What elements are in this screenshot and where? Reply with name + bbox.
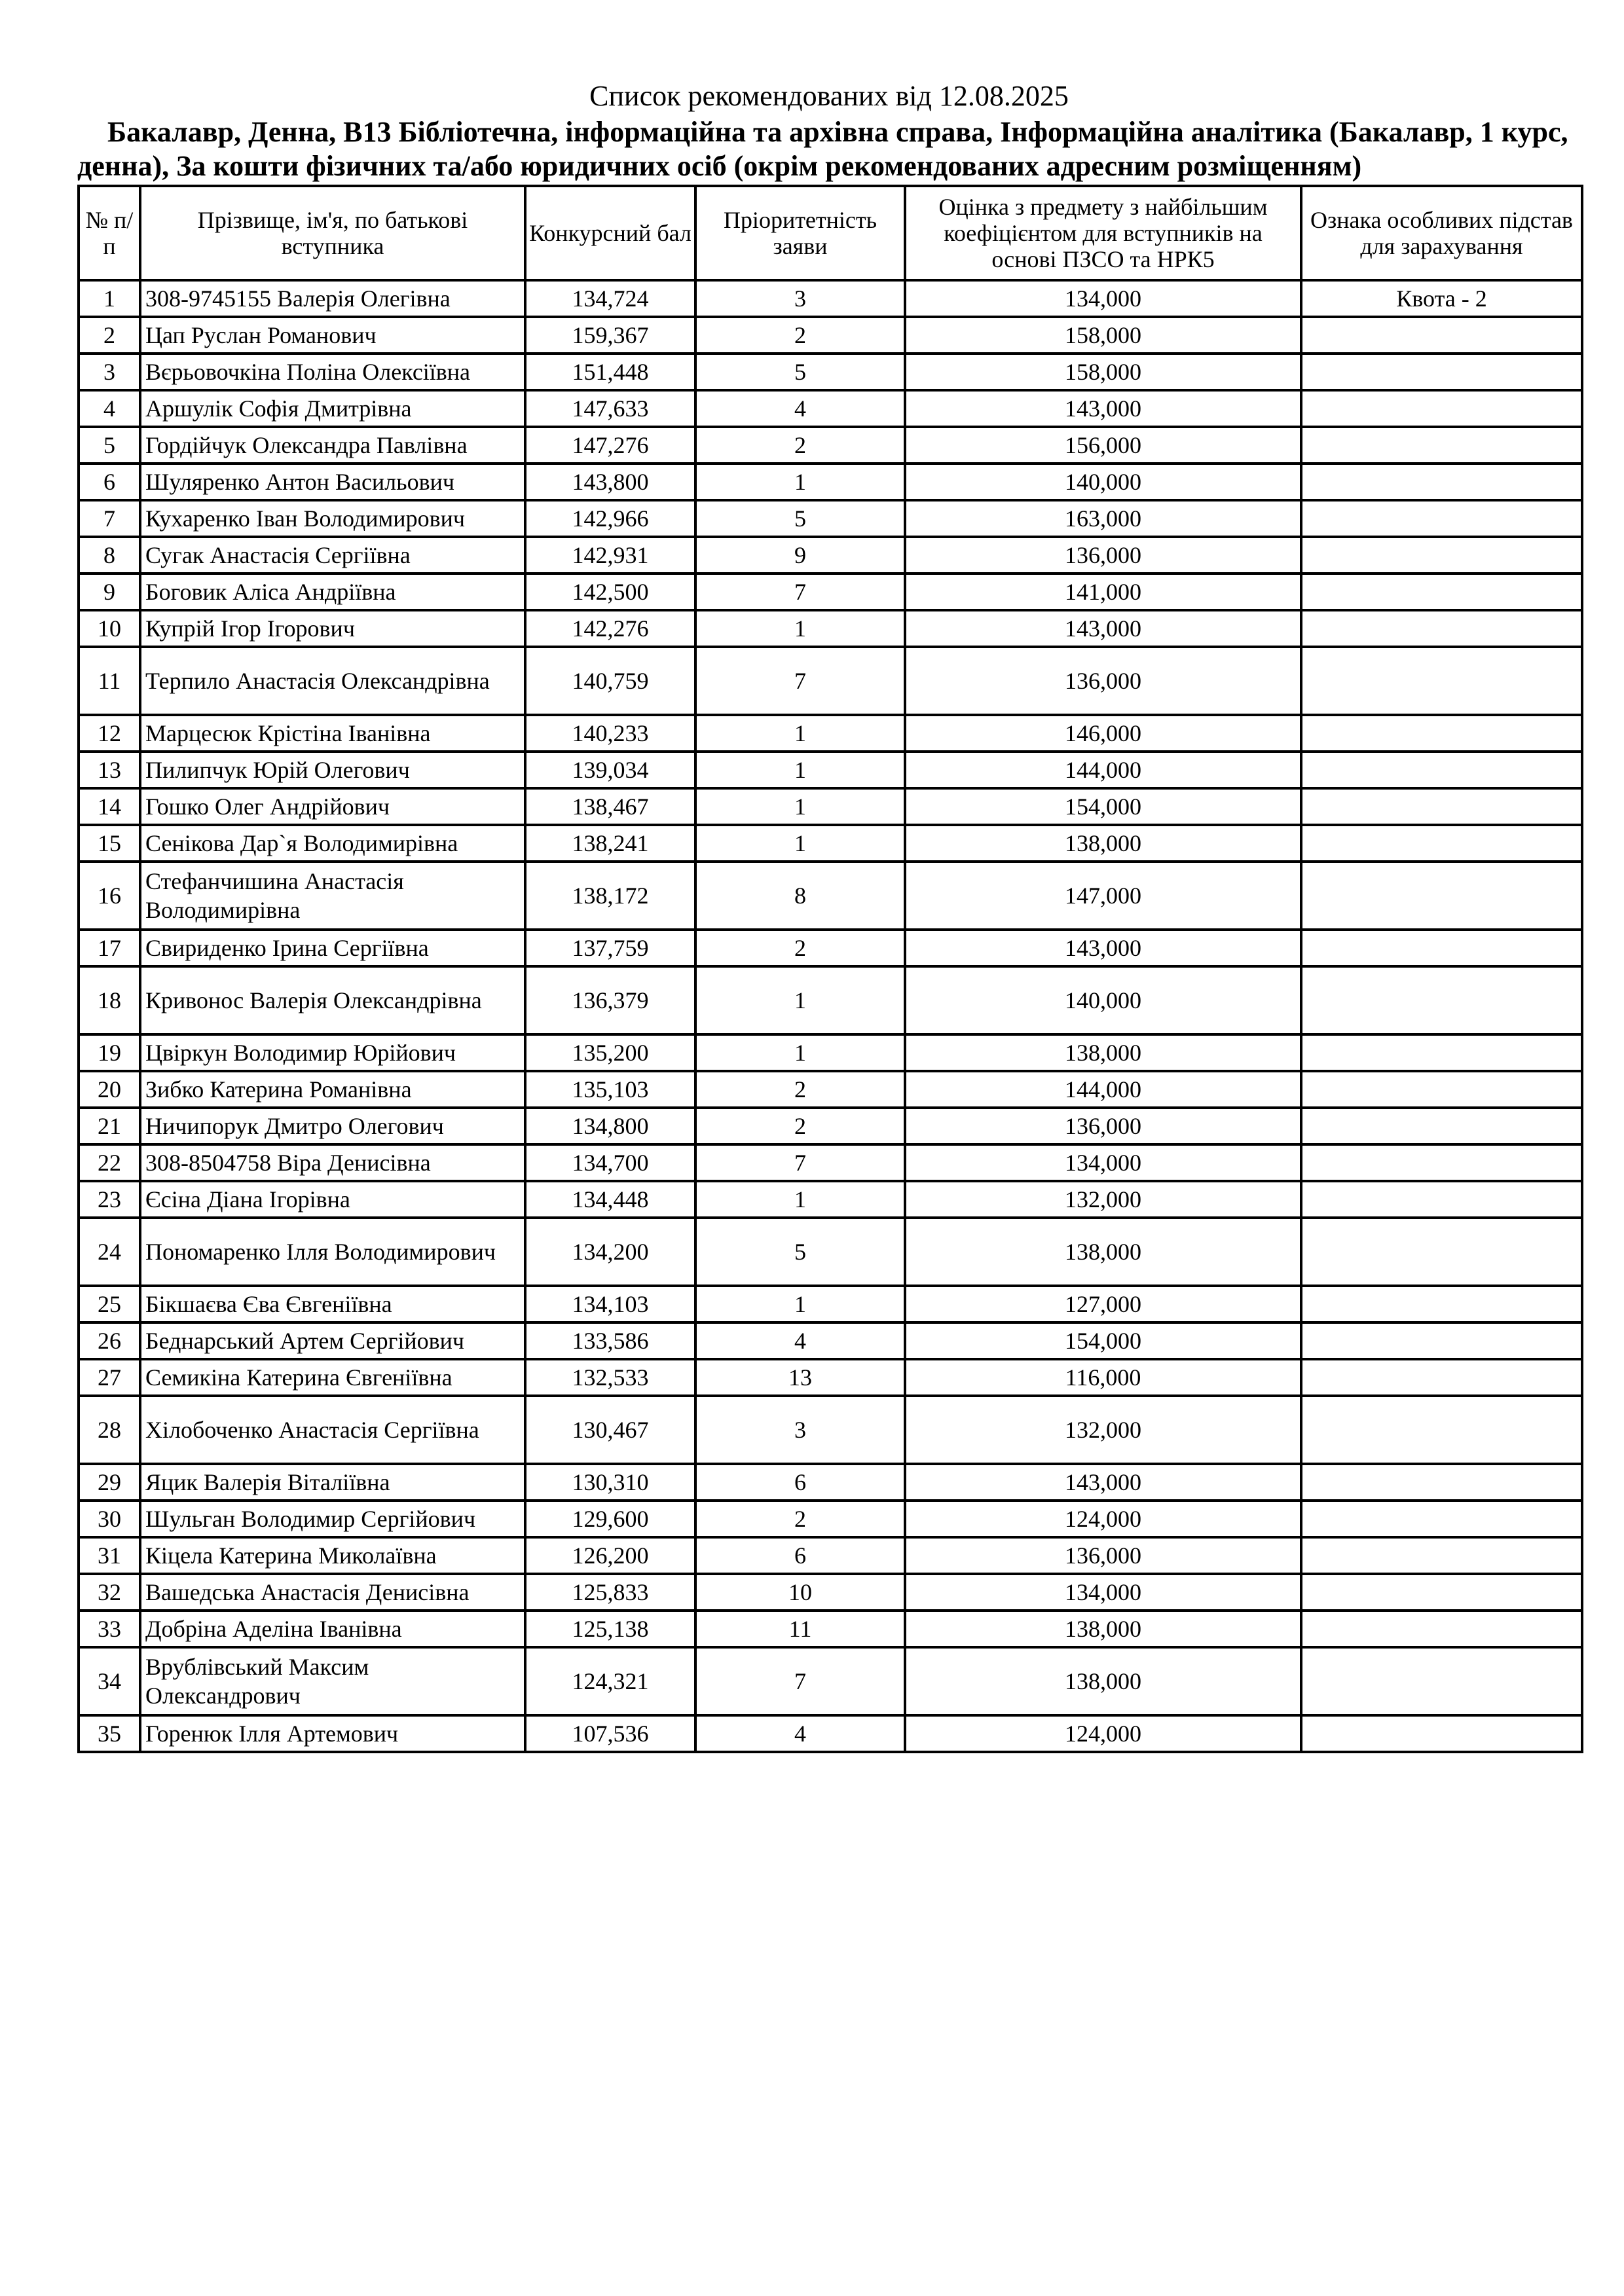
row-name: Ничипорук Дмитро Олегович xyxy=(140,1108,525,1144)
row-note xyxy=(1301,1144,1582,1181)
document-subtitle: Бакалавр, Денна, B13 Бібліотечна, інформаційна та архівна справа, Інформаційна аналітика (Бакалавр, 1 курс, денна), За кошти фізичних та/або юридичних осіб (окрім рекомендованих адресним розміщенням) xyxy=(77,116,1568,182)
row-priority: 6 xyxy=(695,1464,905,1501)
row-priority: 1 xyxy=(695,788,905,825)
row-priority: 5 xyxy=(695,354,905,390)
row-note xyxy=(1301,1108,1582,1144)
row-grade: 158,000 xyxy=(905,317,1301,354)
row-note xyxy=(1301,825,1582,862)
row-num: 4 xyxy=(79,390,140,427)
row-grade: 136,000 xyxy=(905,1537,1301,1574)
row-priority: 5 xyxy=(695,1218,905,1286)
row-grade: 141,000 xyxy=(905,574,1301,610)
row-priority: 1 xyxy=(695,1181,905,1218)
row-note: Квота - 2 xyxy=(1301,280,1582,317)
row-num: 15 xyxy=(79,825,140,862)
row-grade: 136,000 xyxy=(905,537,1301,574)
row-num: 26 xyxy=(79,1322,140,1359)
row-name: Свириденко Ірина Сергіївна xyxy=(140,930,525,966)
row-grade: 147,000 xyxy=(905,862,1301,930)
row-note xyxy=(1301,464,1582,500)
row-num: 10 xyxy=(79,610,140,647)
table-row xyxy=(79,537,1582,574)
row-num: 23 xyxy=(79,1181,140,1218)
row-score: 140,759 xyxy=(525,647,695,715)
row-name: Купрій Ігор Ігорович xyxy=(140,610,525,647)
table-row xyxy=(79,647,1582,715)
row-score: 107,536 xyxy=(525,1715,695,1752)
row-num: 28 xyxy=(79,1396,140,1464)
row-priority: 1 xyxy=(695,966,905,1034)
row-score: 143,800 xyxy=(525,464,695,500)
row-priority: 2 xyxy=(695,317,905,354)
row-num: 12 xyxy=(79,715,140,752)
row-note xyxy=(1301,1537,1582,1574)
row-note xyxy=(1301,647,1582,715)
row-name: Вєрьовочкіна Поліна Олексіївна xyxy=(140,354,525,390)
row-num: 2 xyxy=(79,317,140,354)
row-priority: 1 xyxy=(695,610,905,647)
row-grade: 134,000 xyxy=(905,280,1301,317)
row-name: Шульган Володимир Сергійович xyxy=(140,1501,525,1537)
table-row xyxy=(79,966,1582,1034)
row-note xyxy=(1301,1286,1582,1322)
header-name: Прізвище, ім'я, по батькові вступника xyxy=(140,186,525,280)
row-num: 32 xyxy=(79,1574,140,1611)
row-score: 142,966 xyxy=(525,500,695,537)
row-grade: 138,000 xyxy=(905,825,1301,862)
table-row xyxy=(79,390,1582,427)
row-note xyxy=(1301,1574,1582,1611)
row-name: Беднарський Артем Сергійович xyxy=(140,1322,525,1359)
row-priority: 10 xyxy=(695,1574,905,1611)
table-row xyxy=(79,930,1582,966)
row-grade: 136,000 xyxy=(905,647,1301,715)
row-name: Зибко Катерина Романівна xyxy=(140,1071,525,1108)
row-name: Сугак Анастасія Сергіївна xyxy=(140,537,525,574)
row-name: Кривонос Валерія Олександрівна xyxy=(140,966,525,1034)
table-row xyxy=(79,788,1582,825)
row-grade: 154,000 xyxy=(905,788,1301,825)
row-grade: 134,000 xyxy=(905,1574,1301,1611)
row-grade: 143,000 xyxy=(905,390,1301,427)
row-note xyxy=(1301,317,1582,354)
row-grade: 144,000 xyxy=(905,1071,1301,1108)
row-note xyxy=(1301,788,1582,825)
row-score: 151,448 xyxy=(525,354,695,390)
row-score: 125,138 xyxy=(525,1611,695,1647)
header-score: Конкурсний бал xyxy=(525,186,695,280)
row-priority: 1 xyxy=(695,1286,905,1322)
row-score: 159,367 xyxy=(525,317,695,354)
table-row xyxy=(79,317,1582,354)
row-name: Гошко Олег Андрійович xyxy=(140,788,525,825)
row-num: 27 xyxy=(79,1359,140,1396)
row-name: Стефанчишина Анастасія Володимирівна xyxy=(140,862,525,930)
row-note xyxy=(1301,1611,1582,1647)
row-num: 30 xyxy=(79,1501,140,1537)
row-grade: 140,000 xyxy=(905,966,1301,1034)
row-num: 14 xyxy=(79,788,140,825)
row-note xyxy=(1301,1322,1582,1359)
table-body xyxy=(79,280,1582,1752)
row-priority: 1 xyxy=(695,464,905,500)
row-priority: 7 xyxy=(695,1647,905,1715)
row-num: 9 xyxy=(79,574,140,610)
row-name: Бікшаєва Єва Євгеніївна xyxy=(140,1286,525,1322)
header-grade: Оцінка з предмету з найбільшим коефіцієнтом для вступників на основі ПЗСО та НРК5 xyxy=(905,186,1301,280)
recommended-list-table xyxy=(77,185,1583,1753)
row-priority: 2 xyxy=(695,1501,905,1537)
table-row xyxy=(79,574,1582,610)
row-priority: 11 xyxy=(695,1611,905,1647)
row-priority: 1 xyxy=(695,715,905,752)
row-priority: 1 xyxy=(695,752,905,788)
row-score: 125,833 xyxy=(525,1574,695,1611)
row-num: 3 xyxy=(79,354,140,390)
row-num: 20 xyxy=(79,1071,140,1108)
row-num: 25 xyxy=(79,1286,140,1322)
row-priority: 3 xyxy=(695,280,905,317)
row-grade: 132,000 xyxy=(905,1181,1301,1218)
row-grade: 127,000 xyxy=(905,1286,1301,1322)
row-num: 7 xyxy=(79,500,140,537)
row-name: Хілобоченко Анастасія Сергіївна xyxy=(140,1396,525,1464)
row-score: 134,700 xyxy=(525,1144,695,1181)
row-score: 134,800 xyxy=(525,1108,695,1144)
row-score: 132,533 xyxy=(525,1359,695,1396)
row-grade: 138,000 xyxy=(905,1218,1301,1286)
table-row xyxy=(79,1574,1582,1611)
row-score: 134,724 xyxy=(525,280,695,317)
row-score: 124,321 xyxy=(525,1647,695,1715)
table-row xyxy=(79,1359,1582,1396)
row-grade: 143,000 xyxy=(905,1464,1301,1501)
table-row xyxy=(79,500,1582,537)
row-num: 24 xyxy=(79,1218,140,1286)
row-note xyxy=(1301,1396,1582,1464)
row-note xyxy=(1301,610,1582,647)
row-grade: 140,000 xyxy=(905,464,1301,500)
document-page xyxy=(77,77,1581,1753)
table-row xyxy=(79,1218,1582,1286)
table-row xyxy=(79,1071,1582,1108)
row-note xyxy=(1301,930,1582,966)
table-row xyxy=(79,1322,1582,1359)
row-score: 147,276 xyxy=(525,427,695,464)
row-note xyxy=(1301,500,1582,537)
row-priority: 4 xyxy=(695,390,905,427)
row-num: 33 xyxy=(79,1611,140,1647)
row-name: Добріна Аделіна Іванівна xyxy=(140,1611,525,1647)
row-score: 135,200 xyxy=(525,1034,695,1071)
row-score: 130,310 xyxy=(525,1464,695,1501)
table-row xyxy=(79,752,1582,788)
row-grade: 138,000 xyxy=(905,1647,1301,1715)
table-row xyxy=(79,354,1582,390)
row-priority: 2 xyxy=(695,930,905,966)
row-name: Кухаренко Іван Володимирович xyxy=(140,500,525,537)
row-num: 17 xyxy=(79,930,140,966)
row-name: Врублівський Максим Олександрович xyxy=(140,1647,525,1715)
row-name: Терпило Анастасія Олександрівна xyxy=(140,647,525,715)
row-score: 142,931 xyxy=(525,537,695,574)
table-row xyxy=(79,1286,1582,1322)
header-note: Ознака особливих підстав для зарахування xyxy=(1301,186,1582,280)
row-priority: 7 xyxy=(695,1144,905,1181)
row-grade: 143,000 xyxy=(905,930,1301,966)
row-score: 136,379 xyxy=(525,966,695,1034)
row-score: 138,172 xyxy=(525,862,695,930)
row-grade: 144,000 xyxy=(905,752,1301,788)
row-name: Сенікова Дар`я Володимирівна xyxy=(140,825,525,862)
row-priority: 2 xyxy=(695,1071,905,1108)
row-note xyxy=(1301,1034,1582,1071)
row-grade: 124,000 xyxy=(905,1715,1301,1752)
row-grade: 116,000 xyxy=(905,1359,1301,1396)
row-priority: 13 xyxy=(695,1359,905,1396)
row-grade: 146,000 xyxy=(905,715,1301,752)
row-num: 1 xyxy=(79,280,140,317)
table-row xyxy=(79,1108,1582,1144)
row-num: 22 xyxy=(79,1144,140,1181)
row-score: 135,103 xyxy=(525,1071,695,1108)
row-name: Пономаренко Ілля Володимирович xyxy=(140,1218,525,1286)
row-name: Шуляренко Антон Васильович xyxy=(140,464,525,500)
row-name: Пилипчук Юрій Олегович xyxy=(140,752,525,788)
row-name: 308-9745155 Валерія Олегівна xyxy=(140,280,525,317)
row-grade: 163,000 xyxy=(905,500,1301,537)
header-priority: Пріоритетність заяви xyxy=(695,186,905,280)
row-score: 134,448 xyxy=(525,1181,695,1218)
row-priority: 5 xyxy=(695,500,905,537)
row-priority: 1 xyxy=(695,1034,905,1071)
row-grade: 134,000 xyxy=(905,1144,1301,1181)
row-num: 31 xyxy=(79,1537,140,1574)
row-num: 8 xyxy=(79,537,140,574)
row-score: 147,633 xyxy=(525,390,695,427)
row-priority: 2 xyxy=(695,427,905,464)
row-note xyxy=(1301,390,1582,427)
row-score: 140,233 xyxy=(525,715,695,752)
row-score: 137,759 xyxy=(525,930,695,966)
header-num: № п/п xyxy=(79,186,140,280)
row-grade: 136,000 xyxy=(905,1108,1301,1144)
table-row xyxy=(79,1034,1582,1071)
row-name: Горенюк Ілля Артемович xyxy=(140,1715,525,1752)
row-num: 5 xyxy=(79,427,140,464)
row-priority: 1 xyxy=(695,825,905,862)
row-name: Аршулік Софія Дмитрівна xyxy=(140,390,525,427)
row-num: 19 xyxy=(79,1034,140,1071)
table-row xyxy=(79,610,1582,647)
row-grade: 138,000 xyxy=(905,1611,1301,1647)
table-row xyxy=(79,1501,1582,1537)
row-note xyxy=(1301,354,1582,390)
row-priority: 8 xyxy=(695,862,905,930)
row-priority: 9 xyxy=(695,537,905,574)
row-grade: 158,000 xyxy=(905,354,1301,390)
table-row xyxy=(79,1464,1582,1501)
row-note xyxy=(1301,715,1582,752)
row-score: 126,200 xyxy=(525,1537,695,1574)
row-name: Марцесюк Крістіна Іванівна xyxy=(140,715,525,752)
row-priority: 7 xyxy=(695,647,905,715)
row-note xyxy=(1301,537,1582,574)
row-note xyxy=(1301,574,1582,610)
row-grade: 138,000 xyxy=(905,1034,1301,1071)
row-note xyxy=(1301,1647,1582,1715)
row-name: Цап Руслан Романович xyxy=(140,317,525,354)
table-row xyxy=(79,715,1582,752)
row-num: 35 xyxy=(79,1715,140,1752)
row-name: Семикіна Катерина Євгеніївна xyxy=(140,1359,525,1396)
row-priority: 4 xyxy=(695,1322,905,1359)
row-priority: 6 xyxy=(695,1537,905,1574)
row-name: Боговик Аліса Андріївна xyxy=(140,574,525,610)
table-row xyxy=(79,862,1582,930)
row-score: 142,500 xyxy=(525,574,695,610)
table-row xyxy=(79,1144,1582,1181)
row-num: 13 xyxy=(79,752,140,788)
row-priority: 4 xyxy=(695,1715,905,1752)
row-score: 138,467 xyxy=(525,788,695,825)
row-grade: 143,000 xyxy=(905,610,1301,647)
row-num: 16 xyxy=(79,862,140,930)
table-row xyxy=(79,1647,1582,1715)
row-note xyxy=(1301,1218,1582,1286)
row-note xyxy=(1301,427,1582,464)
row-score: 134,200 xyxy=(525,1218,695,1286)
row-num: 6 xyxy=(79,464,140,500)
row-name: Вашедська Анастасія Денисівна xyxy=(140,1574,525,1611)
table-row xyxy=(79,1611,1582,1647)
row-name: Гордійчук Олександра Павлівна xyxy=(140,427,525,464)
table-row xyxy=(79,1396,1582,1464)
row-note xyxy=(1301,1501,1582,1537)
row-score: 138,241 xyxy=(525,825,695,862)
row-name: Єсіна Діана Ігорівна xyxy=(140,1181,525,1218)
row-note xyxy=(1301,1359,1582,1396)
row-num: 21 xyxy=(79,1108,140,1144)
table-row xyxy=(79,1537,1582,1574)
row-num: 29 xyxy=(79,1464,140,1501)
row-note xyxy=(1301,1464,1582,1501)
row-name: 308-8504758 Віра Денисівна xyxy=(140,1144,525,1181)
row-priority: 2 xyxy=(695,1108,905,1144)
table-row xyxy=(79,1715,1582,1752)
row-grade: 132,000 xyxy=(905,1396,1301,1464)
row-note xyxy=(1301,862,1582,930)
row-grade: 154,000 xyxy=(905,1322,1301,1359)
table-header-row xyxy=(79,186,1582,280)
table-row xyxy=(79,1181,1582,1218)
row-score: 129,600 xyxy=(525,1501,695,1537)
row-num: 18 xyxy=(79,966,140,1034)
row-name: Кіцела Катерина Миколаївна xyxy=(140,1537,525,1574)
row-score: 130,467 xyxy=(525,1396,695,1464)
row-num: 34 xyxy=(79,1647,140,1715)
row-priority: 3 xyxy=(695,1396,905,1464)
table-row xyxy=(79,464,1582,500)
table-row xyxy=(79,427,1582,464)
row-num: 11 xyxy=(79,647,140,715)
row-grade: 124,000 xyxy=(905,1501,1301,1537)
row-note xyxy=(1301,1071,1582,1108)
row-score: 139,034 xyxy=(525,752,695,788)
table-row xyxy=(79,280,1582,317)
row-note xyxy=(1301,1181,1582,1218)
row-name: Цвіркун Володимир Юрійович xyxy=(140,1034,525,1071)
row-priority: 7 xyxy=(695,574,905,610)
row-score: 133,586 xyxy=(525,1322,695,1359)
row-score: 142,276 xyxy=(525,610,695,647)
row-score: 134,103 xyxy=(525,1286,695,1322)
row-name: Яцик Валерія Віталіївна xyxy=(140,1464,525,1501)
table-row xyxy=(79,825,1582,862)
row-note xyxy=(1301,752,1582,788)
document-title: Список рекомендованих від 12.08.2025 xyxy=(589,80,1069,112)
row-note xyxy=(1301,1715,1582,1752)
row-note xyxy=(1301,966,1582,1034)
row-grade: 156,000 xyxy=(905,427,1301,464)
